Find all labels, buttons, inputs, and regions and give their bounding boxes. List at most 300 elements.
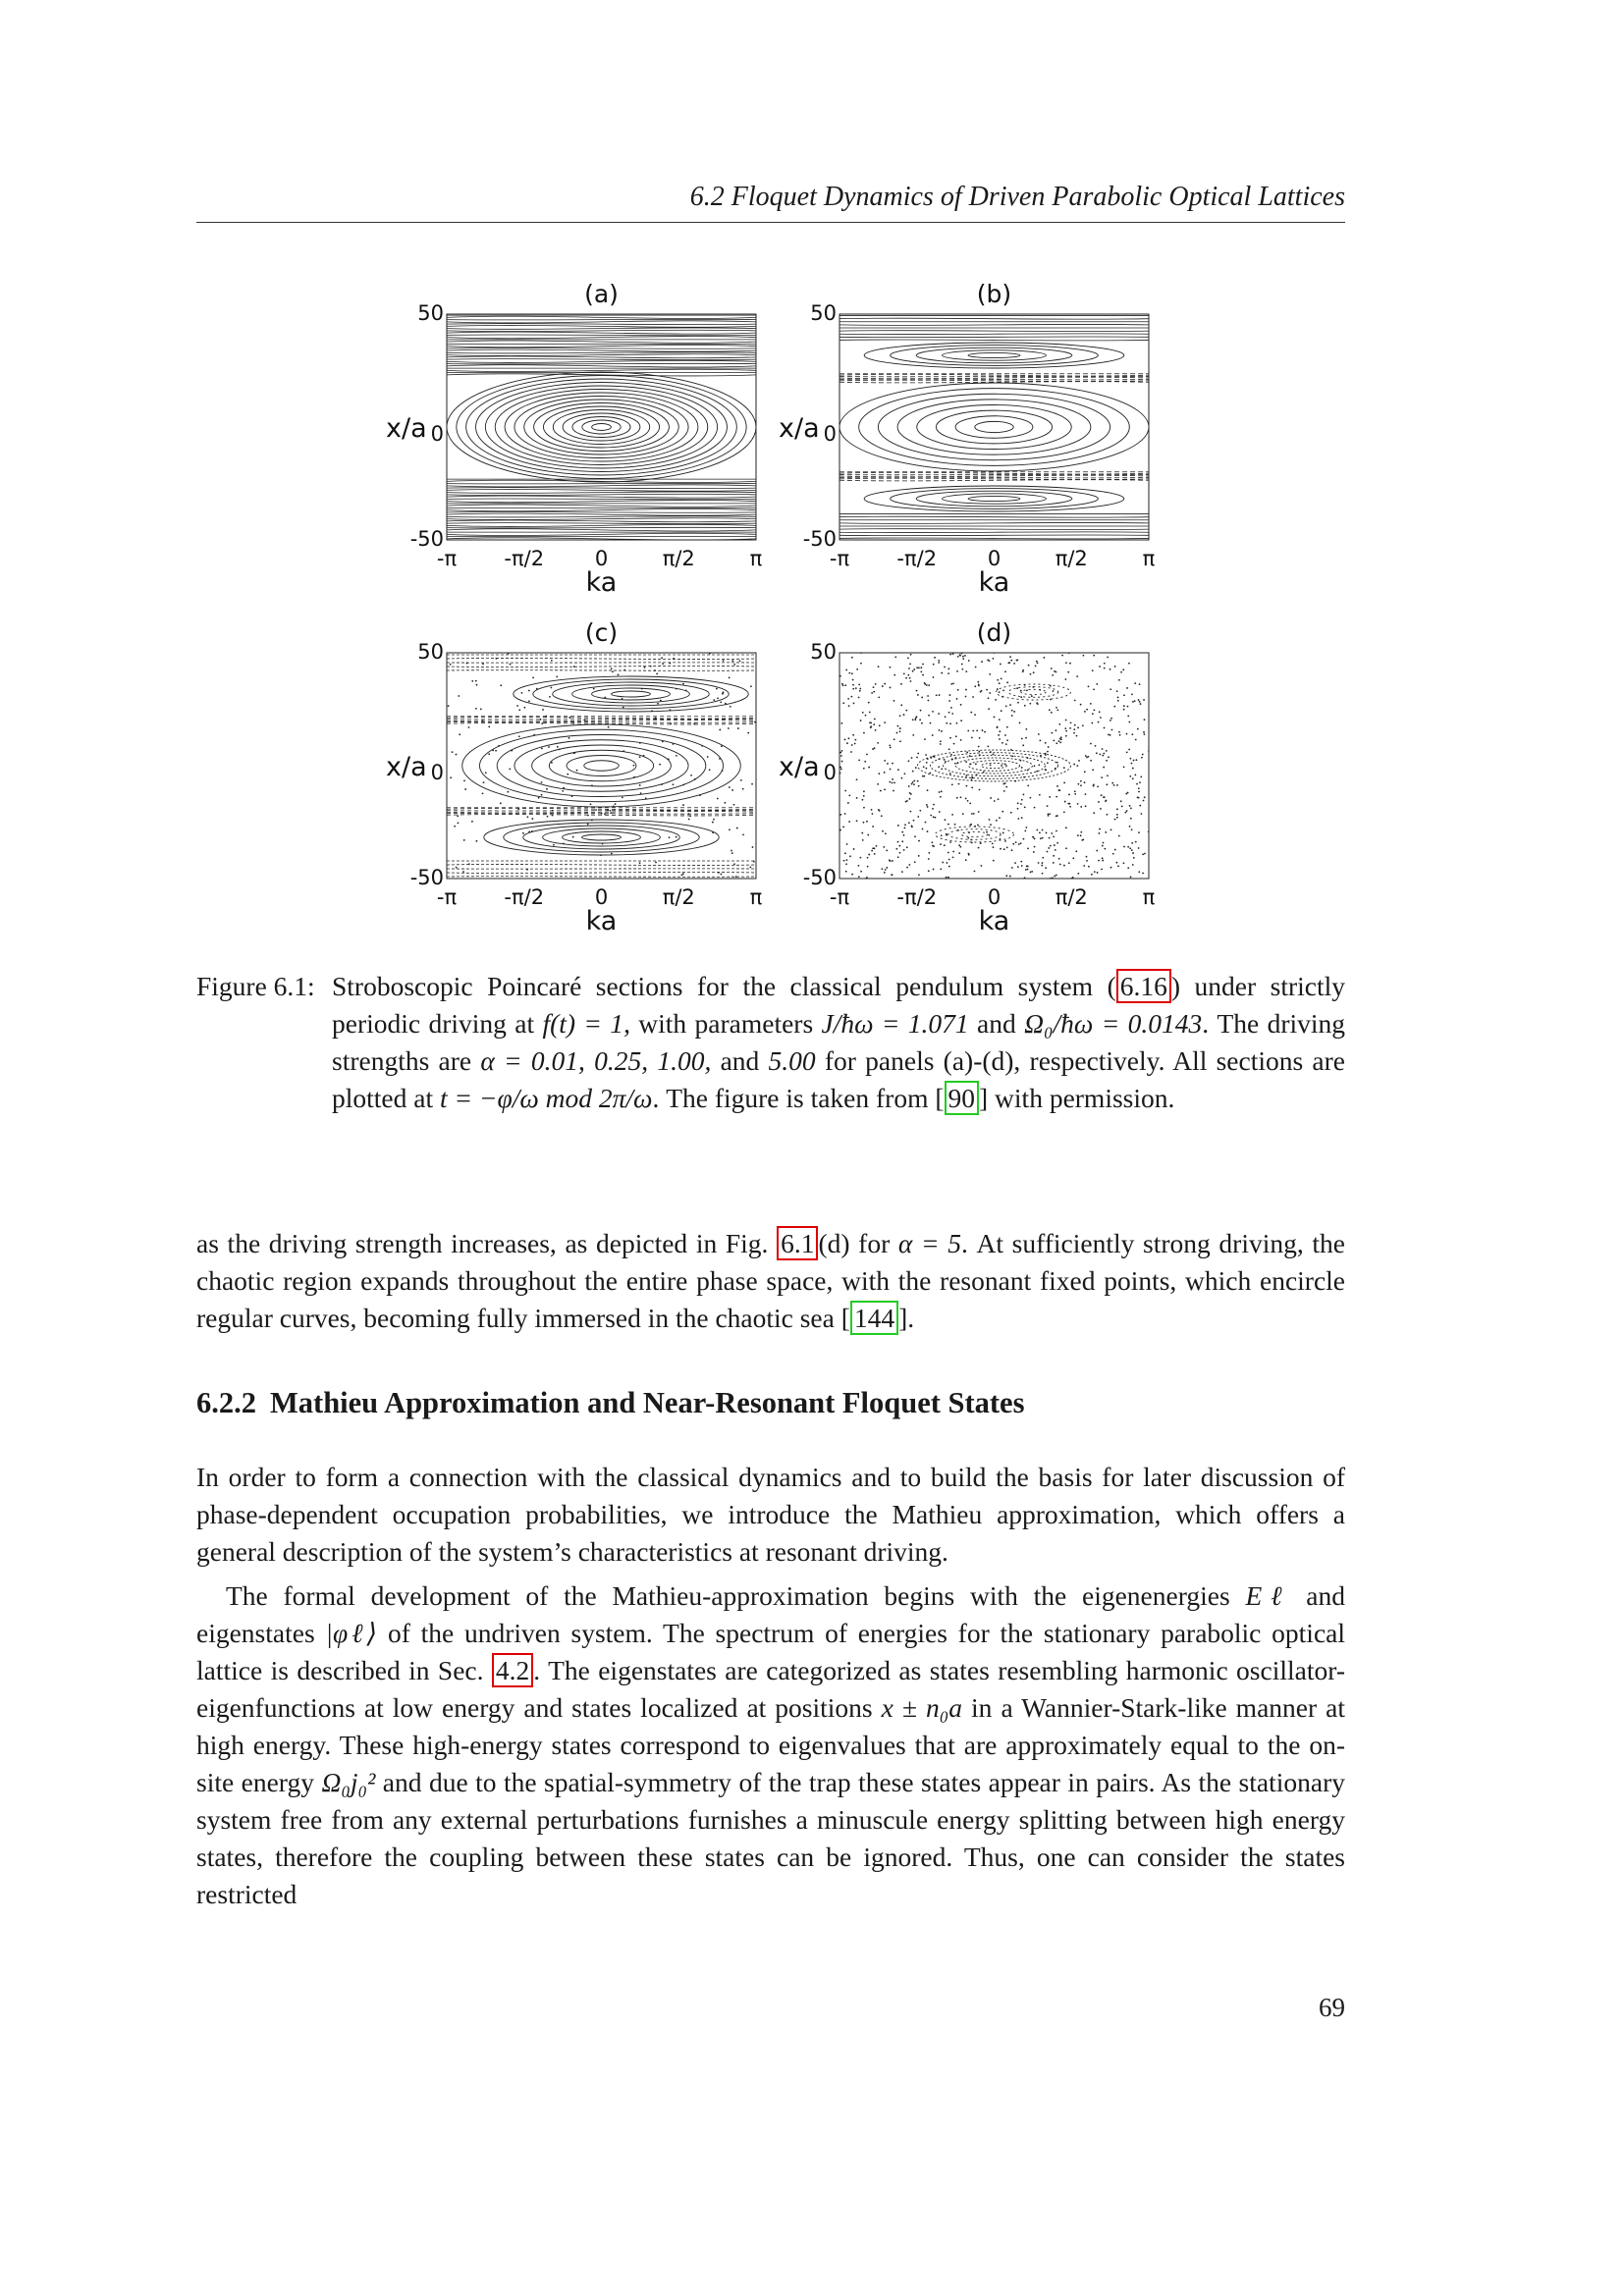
poincare-trajectory xyxy=(839,377,1149,379)
poincare-point xyxy=(909,663,911,665)
y-tick-label: 0 xyxy=(823,422,837,446)
poincare-point xyxy=(562,790,564,792)
poincare-point xyxy=(1004,670,1006,672)
poincare-point xyxy=(1002,783,1004,785)
poincare-point xyxy=(882,685,884,687)
eq-reference-link[interactable]: 6.16 xyxy=(1116,969,1171,1003)
poincare-point xyxy=(1116,814,1118,816)
poincare-point xyxy=(993,753,995,755)
poincare-point xyxy=(947,824,949,826)
poincare-point xyxy=(892,778,893,780)
x-tick-label: -π xyxy=(829,547,850,570)
panel-label: (d) xyxy=(976,618,1012,647)
poincare-point xyxy=(689,815,691,817)
poincare-point xyxy=(1077,873,1079,875)
poincare-point xyxy=(731,789,733,791)
poincare-point xyxy=(845,863,847,865)
poincare-point xyxy=(1011,715,1013,717)
poincare-point xyxy=(680,875,682,877)
poincare-point xyxy=(925,768,927,770)
poincare-point xyxy=(552,810,554,812)
poincare-point xyxy=(899,852,901,854)
section-reference-link[interactable]: 4.2 xyxy=(492,1653,533,1687)
poincare-point xyxy=(928,852,930,854)
poincare-point xyxy=(712,822,714,824)
poincare-point xyxy=(966,751,968,753)
poincare-point xyxy=(846,742,848,744)
poincare-point xyxy=(498,745,500,747)
poincare-point xyxy=(988,708,990,710)
poincare-point xyxy=(872,826,874,828)
poincare-point xyxy=(731,850,732,852)
poincare-point xyxy=(1144,733,1146,735)
poincare-point xyxy=(908,785,910,787)
body-text: ]. xyxy=(898,1303,915,1333)
poincare-point xyxy=(573,666,575,667)
poincare-point xyxy=(887,763,889,765)
poincare-point xyxy=(853,848,855,850)
poincare-orbit xyxy=(961,831,988,836)
poincare-point xyxy=(717,697,719,699)
poincare-point xyxy=(911,825,913,827)
poincare-point xyxy=(463,839,465,841)
poincare-point xyxy=(1002,690,1004,692)
poincare-point xyxy=(1063,811,1065,813)
poincare-trajectory xyxy=(447,811,756,813)
poincare-point xyxy=(884,721,886,723)
poincare-point xyxy=(1006,726,1008,728)
poincare-point xyxy=(600,854,602,856)
poincare-point xyxy=(567,774,568,775)
poincare-point xyxy=(1127,706,1129,708)
poincare-point xyxy=(1056,707,1057,709)
y-tick-label: 0 xyxy=(430,761,444,784)
poincare-point xyxy=(841,761,843,763)
poincare-point xyxy=(1135,759,1137,761)
poincare-point xyxy=(1134,682,1136,684)
poincare-point xyxy=(1020,690,1022,692)
poincare-point xyxy=(903,849,905,851)
poincare-point xyxy=(1054,844,1056,846)
poincare-point xyxy=(682,804,684,806)
poincare-point xyxy=(994,800,996,802)
poincare-point xyxy=(511,750,513,752)
poincare-point xyxy=(1127,867,1129,869)
poincare-point xyxy=(1020,803,1022,805)
poincare-point xyxy=(1011,710,1013,712)
poincare-point xyxy=(587,815,589,817)
poincare-point xyxy=(1098,801,1100,803)
poincare-point xyxy=(1132,852,1134,854)
poincare-point xyxy=(1139,701,1141,703)
poincare-point xyxy=(1131,693,1133,695)
poincare-point xyxy=(890,747,892,749)
poincare-point xyxy=(956,698,958,700)
citation-link[interactable]: 90 xyxy=(945,1081,980,1115)
poincare-point xyxy=(622,796,623,798)
poincare-point xyxy=(662,663,664,665)
poincare-point xyxy=(751,783,753,785)
poincare-orbit xyxy=(533,679,730,709)
x-tick-label: 0 xyxy=(987,885,1001,909)
poincare-point xyxy=(1080,704,1082,706)
poincare-point xyxy=(889,859,891,861)
panel-label: (b) xyxy=(976,280,1012,308)
poincare-point xyxy=(1072,857,1074,859)
poincare-point xyxy=(1029,797,1031,799)
poincare-point xyxy=(910,793,912,795)
poincare-orbit xyxy=(592,688,671,700)
poincare-point xyxy=(1040,837,1042,839)
poincare-point xyxy=(993,846,995,848)
poincare-point xyxy=(862,839,864,841)
poincare-point xyxy=(1102,755,1104,757)
poincare-point xyxy=(1055,729,1056,731)
poincare-point xyxy=(480,709,482,711)
poincare-point xyxy=(1098,721,1100,723)
poincare-trajectory xyxy=(839,480,1149,481)
poincare-point xyxy=(851,672,853,674)
poincare-point xyxy=(1138,787,1140,789)
poincare-trajectory xyxy=(447,877,756,878)
poincare-point xyxy=(668,758,670,760)
poincare-trajectory xyxy=(447,328,756,330)
poincare-point xyxy=(962,656,964,658)
poincare-point xyxy=(639,862,641,864)
caption-text: , with parameters xyxy=(623,1008,822,1039)
poincare-point xyxy=(1123,705,1125,707)
poincare-point xyxy=(1048,847,1050,849)
poincare-trajectory xyxy=(447,511,756,512)
poincare-trajectory xyxy=(447,321,756,323)
caption-text: and xyxy=(968,1008,1025,1039)
poincare-trajectory xyxy=(839,374,1149,376)
poincare-point xyxy=(951,814,953,816)
poincare-point xyxy=(894,657,896,659)
poincare-point xyxy=(916,667,918,668)
poincare-trajectory xyxy=(839,318,1149,319)
poincare-point xyxy=(974,714,976,716)
poincare-point xyxy=(1086,860,1088,862)
poincare-trajectory xyxy=(839,334,1149,335)
poincare-point xyxy=(1106,750,1108,752)
poincare-point xyxy=(1093,785,1095,787)
poincare-point xyxy=(932,711,934,713)
x-tick-label: -π xyxy=(436,885,458,909)
poincare-point xyxy=(926,684,928,686)
poincare-point xyxy=(962,813,964,815)
poincare-point xyxy=(572,722,574,724)
poincare-point xyxy=(1114,849,1116,851)
poincare-trajectory xyxy=(447,527,756,528)
poincare-point xyxy=(523,707,525,709)
poincare-point xyxy=(633,765,635,767)
poincare-trajectory xyxy=(839,529,1149,530)
poincare-point xyxy=(968,660,970,662)
poincare-point xyxy=(541,722,543,724)
poincare-orbit xyxy=(1021,689,1046,694)
poincare-trajectory xyxy=(447,499,756,500)
poincare-point xyxy=(871,813,873,815)
poincare-orbit xyxy=(917,405,1072,450)
poincare-point xyxy=(999,719,1001,721)
poincare-point xyxy=(1120,800,1122,802)
poincare-point xyxy=(990,764,992,766)
poincare-point xyxy=(960,796,962,798)
poincare-point xyxy=(623,669,625,671)
poincare-trajectory xyxy=(447,363,756,364)
poincare-point xyxy=(1038,764,1040,766)
poincare-point xyxy=(855,687,857,689)
poincare-point xyxy=(940,740,942,742)
poincare-point xyxy=(912,734,914,736)
poincare-point xyxy=(1106,783,1108,785)
poincare-point xyxy=(1047,805,1049,807)
poincare-point xyxy=(613,806,615,808)
poincare-point xyxy=(729,828,731,830)
poincare-trajectory xyxy=(839,472,1149,474)
poincare-point xyxy=(1129,775,1131,777)
poincare-point xyxy=(655,862,657,864)
poincare-point xyxy=(922,674,924,676)
poincare-point xyxy=(1054,876,1056,878)
poincare-point xyxy=(1084,771,1086,773)
poincare-point xyxy=(640,792,642,794)
poincare-point xyxy=(944,844,946,846)
poincare-point xyxy=(914,719,916,721)
poincare-point xyxy=(883,846,885,848)
poincare-trajectory xyxy=(839,475,1149,477)
poincare-point xyxy=(928,858,930,860)
poincare-point xyxy=(852,688,854,690)
poincare-point xyxy=(1134,774,1136,776)
poincare-trajectory xyxy=(447,337,756,339)
poincare-point xyxy=(1003,848,1005,850)
poincare-point xyxy=(870,726,872,728)
poincare-point xyxy=(945,819,947,821)
poincare-point xyxy=(1051,832,1053,834)
poincare-point xyxy=(495,658,497,660)
poincare-point xyxy=(1065,662,1067,664)
poincare-plot xyxy=(378,275,790,599)
poincare-point xyxy=(901,777,903,779)
poincare-point xyxy=(956,797,958,799)
poincare-point xyxy=(921,697,923,699)
poincare-point xyxy=(972,696,974,698)
poincare-point xyxy=(1133,760,1135,762)
poincare-orbit xyxy=(891,346,1099,366)
poincare-point xyxy=(716,688,718,690)
poincare-point xyxy=(1069,803,1071,805)
poincare-point xyxy=(1094,709,1096,711)
poincare-point xyxy=(457,815,459,817)
poincare-point xyxy=(912,771,914,773)
poincare-point xyxy=(848,705,850,707)
poincare-point xyxy=(731,660,733,662)
poincare-point xyxy=(959,846,961,848)
poincare-point xyxy=(852,684,854,686)
poincare-trajectory xyxy=(447,325,756,327)
poincare-point xyxy=(933,664,935,666)
poincare-point xyxy=(1003,790,1005,792)
figure-panel-c xyxy=(378,614,790,937)
poincare-point xyxy=(1058,740,1060,742)
poincare-point xyxy=(1101,869,1103,871)
poincare-trajectory xyxy=(447,533,756,535)
running-head: 6.2 Floquet Dynamics of Driven Parabolic Optical Lattices xyxy=(689,182,1345,212)
poincare-point xyxy=(1113,784,1115,786)
math-inline: 5.00 xyxy=(768,1045,816,1076)
poincare-orbit xyxy=(592,424,612,431)
poincare-point xyxy=(719,729,721,731)
poincare-point xyxy=(1037,662,1039,664)
poincare-point xyxy=(904,773,906,774)
poincare-point xyxy=(1085,805,1087,807)
poincare-point xyxy=(932,734,934,736)
poincare-point xyxy=(1132,777,1134,779)
poincare-point xyxy=(641,688,643,690)
poincare-point xyxy=(1139,683,1141,685)
poincare-point xyxy=(1053,739,1055,741)
poincare-point xyxy=(1080,780,1082,782)
poincare-point xyxy=(1139,781,1141,783)
poincare-point xyxy=(1014,862,1016,864)
poincare-orbit xyxy=(549,750,653,781)
poincare-point xyxy=(1022,744,1024,746)
poincare-point xyxy=(1117,700,1119,702)
poincare-trajectory xyxy=(447,721,756,722)
poincare-orbit xyxy=(891,489,1099,509)
poincare-point xyxy=(1026,865,1028,867)
poincare-point xyxy=(713,699,715,701)
poincare-point xyxy=(933,869,935,871)
poincare-point xyxy=(612,670,614,672)
body-text: of the undriven system. The spectrum of energies for the stationary parabolic optical lattice is described in Sec. xyxy=(196,1618,1345,1685)
poincare-orbit xyxy=(466,379,737,475)
poincare-point xyxy=(843,860,845,862)
poincare-point xyxy=(1065,827,1067,828)
poincare-point xyxy=(458,823,460,825)
poincare-point xyxy=(1104,848,1106,850)
poincare-point xyxy=(908,667,910,669)
poincare-point xyxy=(1039,831,1041,833)
poincare-point xyxy=(742,833,744,835)
poincare-point xyxy=(917,753,919,755)
poincare-point xyxy=(940,796,942,798)
poincare-point xyxy=(1110,688,1111,690)
poincare-point xyxy=(1067,671,1069,673)
poincare-point xyxy=(752,846,754,848)
poincare-point xyxy=(910,654,912,656)
poincare-point xyxy=(871,809,873,811)
poincare-point xyxy=(1011,849,1013,851)
poincare-point xyxy=(516,705,518,707)
poincare-point xyxy=(604,697,606,699)
poincare-point xyxy=(998,734,1000,736)
poincare-point xyxy=(510,664,512,666)
poincare-point xyxy=(960,720,962,721)
poincare-point xyxy=(944,667,946,668)
poincare-point xyxy=(997,726,999,728)
x-axis-label: ka xyxy=(585,567,618,598)
poincare-point xyxy=(899,730,901,732)
poincare-point xyxy=(966,785,968,787)
poincare-orbit xyxy=(969,761,1020,772)
poincare-trajectory xyxy=(447,324,756,325)
paragraph-1 xyxy=(196,1225,1345,1337)
poincare-point xyxy=(685,689,687,691)
poincare-point xyxy=(1064,727,1066,729)
poincare-point xyxy=(1128,663,1130,665)
x-axis-label: ka xyxy=(585,906,618,936)
panel-label: (c) xyxy=(584,618,619,647)
poincare-point xyxy=(661,783,663,785)
poincare-point xyxy=(854,743,856,745)
poincare-point xyxy=(1074,700,1076,702)
poincare-point xyxy=(507,791,509,793)
poincare-point xyxy=(1116,690,1118,692)
poincare-point xyxy=(1092,713,1094,715)
poincare-point xyxy=(992,842,994,844)
poincare-point xyxy=(917,780,919,782)
poincare-point xyxy=(949,654,951,656)
poincare-point xyxy=(913,668,915,670)
poincare-point xyxy=(872,847,874,849)
figure-caption-label: Figure 6.1: xyxy=(196,971,315,1001)
poincare-point xyxy=(1111,729,1113,731)
poincare-point xyxy=(920,667,922,668)
poincare-point xyxy=(463,779,465,781)
poincare-point xyxy=(1118,835,1120,837)
poincare-point xyxy=(1143,731,1145,733)
poincare-point xyxy=(1116,817,1118,819)
figure-caption-text xyxy=(332,968,1345,1117)
poincare-point xyxy=(1042,829,1044,831)
poincare-point xyxy=(601,813,603,815)
poincare-point xyxy=(899,727,901,729)
poincare-point xyxy=(878,773,880,774)
poincare-point xyxy=(1001,677,1002,679)
poincare-point xyxy=(1036,702,1038,704)
poincare-point xyxy=(850,696,852,698)
poincare-orbit xyxy=(582,420,621,434)
y-axis-label: x/a xyxy=(779,413,820,444)
poincare-point xyxy=(1030,872,1032,874)
poincare-point xyxy=(471,680,473,682)
poincare-point xyxy=(553,844,555,846)
poincare-point xyxy=(993,860,995,862)
poincare-point xyxy=(1022,670,1024,672)
poincare-point xyxy=(723,660,725,662)
poincare-point xyxy=(1031,871,1033,873)
poincare-point xyxy=(949,773,951,774)
citation-link[interactable]: 144 xyxy=(850,1301,898,1335)
poincare-point xyxy=(898,845,900,847)
poincare-plot xyxy=(771,614,1183,937)
poincare-point xyxy=(1064,678,1066,680)
poincare-point xyxy=(924,738,926,740)
poincare-point xyxy=(1049,837,1051,839)
poincare-point xyxy=(492,750,494,752)
poincare-point xyxy=(1006,739,1008,741)
poincare-point xyxy=(1045,742,1047,744)
poincare-point xyxy=(1088,756,1090,758)
poincare-trajectory xyxy=(839,337,1149,338)
poincare-point xyxy=(912,719,914,721)
figure-reference-link[interactable]: 6.1 xyxy=(777,1226,818,1260)
poincare-point xyxy=(1056,830,1057,832)
poincare-orbit xyxy=(514,676,748,712)
